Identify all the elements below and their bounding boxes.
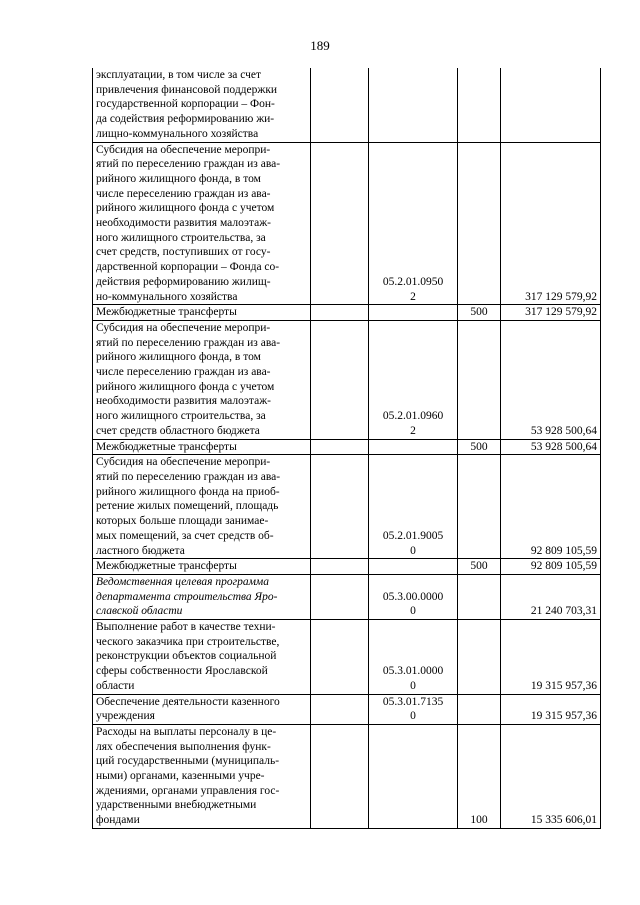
table-row [93, 439, 601, 455]
row-blank-cell [311, 439, 369, 455]
row-code: 05.2.01.0950 2 [369, 142, 458, 305]
page-number: 189 [310, 38, 330, 53]
budget-table-body [93, 68, 601, 828]
row-code [369, 305, 458, 321]
row-blank-cell [311, 694, 369, 724]
table-row [93, 142, 601, 305]
row-code: 05.2.01.9005 0 [369, 455, 458, 559]
row-sum: 21 240 703,31 [501, 574, 601, 619]
row-expense-type [458, 142, 501, 305]
table-row [93, 320, 601, 439]
row-sum: 92 809 105,59 [501, 559, 601, 575]
row-blank-cell [311, 142, 369, 305]
row-expense-type [458, 320, 501, 439]
row-expense-type: 500 [458, 439, 501, 455]
row-name: Обеспечение деятельности казенного учреждения [93, 694, 311, 724]
row-code: 05.2.01.0960 2 [369, 320, 458, 439]
row-sum: 19 315 957,36 [501, 694, 601, 724]
row-sum: 92 809 105,59 [501, 455, 601, 559]
row-sum: 15 335 606,01 [501, 724, 601, 828]
row-sum [501, 68, 601, 142]
row-expense-type [458, 574, 501, 619]
row-code: 05.3.01.7135 0 [369, 694, 458, 724]
row-expense-type: 500 [458, 559, 501, 575]
row-expense-type [458, 694, 501, 724]
table-row [93, 694, 601, 724]
row-expense-type [458, 620, 501, 695]
row-name: Ведомственная целевая программа департамента строительства Яро- славской области [93, 574, 311, 619]
row-sum: 53 928 500,64 [501, 320, 601, 439]
row-name: Субсидия на обеспечение меропри- ятий по переселению граждан из ава- рийного жилищного фонда на приоб- ретение жилых помещений, площадь которых больше площади занимае- мых помещений, за счет средств об- ластного бюджета [93, 455, 311, 559]
table-row [93, 559, 601, 575]
row-blank-cell [311, 68, 369, 142]
row-name: Субсидия на обеспечение меропри- ятий по переселению граждан из ава- рийного жилищного фонда, в том числе переселению граждан из ава- рийного жилищного фонда с учетом необходимости развития малоэтаж- ного жилищного строительства, за счет средств, поступивших от госу- дарственной корпорации – Фонда со- действия реформированию жилищ- но-коммунального хозяйства [93, 142, 311, 305]
row-blank-cell [311, 305, 369, 321]
row-blank-cell [311, 455, 369, 559]
table-row [93, 68, 601, 142]
table-row [93, 574, 601, 619]
row-blank-cell [311, 620, 369, 695]
row-code: 05.3.01.0000 0 [369, 620, 458, 695]
row-sum: 317 129 579,92 [501, 142, 601, 305]
row-name: Межбюджетные трансферты [93, 559, 311, 575]
row-blank-cell [311, 574, 369, 619]
table-row [93, 724, 601, 828]
table-row [93, 305, 601, 321]
row-expense-type: 500 [458, 305, 501, 321]
row-blank-cell [311, 724, 369, 828]
row-expense-type [458, 455, 501, 559]
row-code [369, 68, 458, 142]
row-sum: 317 129 579,92 [501, 305, 601, 321]
row-sum: 19 315 957,36 [501, 620, 601, 695]
row-blank-cell [311, 320, 369, 439]
row-code [369, 724, 458, 828]
row-sum: 53 928 500,64 [501, 439, 601, 455]
row-code [369, 559, 458, 575]
row-blank-cell [311, 559, 369, 575]
row-name: эксплуатации, в том числе за счет привлечения финансовой поддержки государственной корпорации – Фон- да содействия реформированию жи- лищно-коммунального хозяйства [93, 68, 311, 142]
row-name: Межбюджетные трансферты [93, 439, 311, 455]
row-code: 05.3.00.0000 0 [369, 574, 458, 619]
row-name: Субсидия на обеспечение меропри- ятий по переселению граждан из ава- рийного жилищного фонда, в том числе переселению граждан из ава- рийного жилищного фонда с учетом необходимости развития малоэтаж- ного жилищного строительства, за счет средств областного бюджета [93, 320, 311, 439]
row-name: Расходы на выплаты персоналу в це- лях обеспечения выполнения функ- ций государственными (муниципаль- ными) органами, казенными учре- ждениями, органами управления гос- ударственными внебюджетными фондами [93, 724, 311, 828]
table-row [93, 620, 601, 695]
row-name: Выполнение работ в качестве техни- ческого заказчика при строительстве, реконструкции объектов социальной сферы собственности Ярославской области [93, 620, 311, 695]
row-code [369, 439, 458, 455]
row-name: Межбюджетные трансферты [93, 305, 311, 321]
table-row [93, 455, 601, 559]
row-expense-type: 100 [458, 724, 501, 828]
row-expense-type [458, 68, 501, 142]
budget-table [92, 68, 601, 829]
